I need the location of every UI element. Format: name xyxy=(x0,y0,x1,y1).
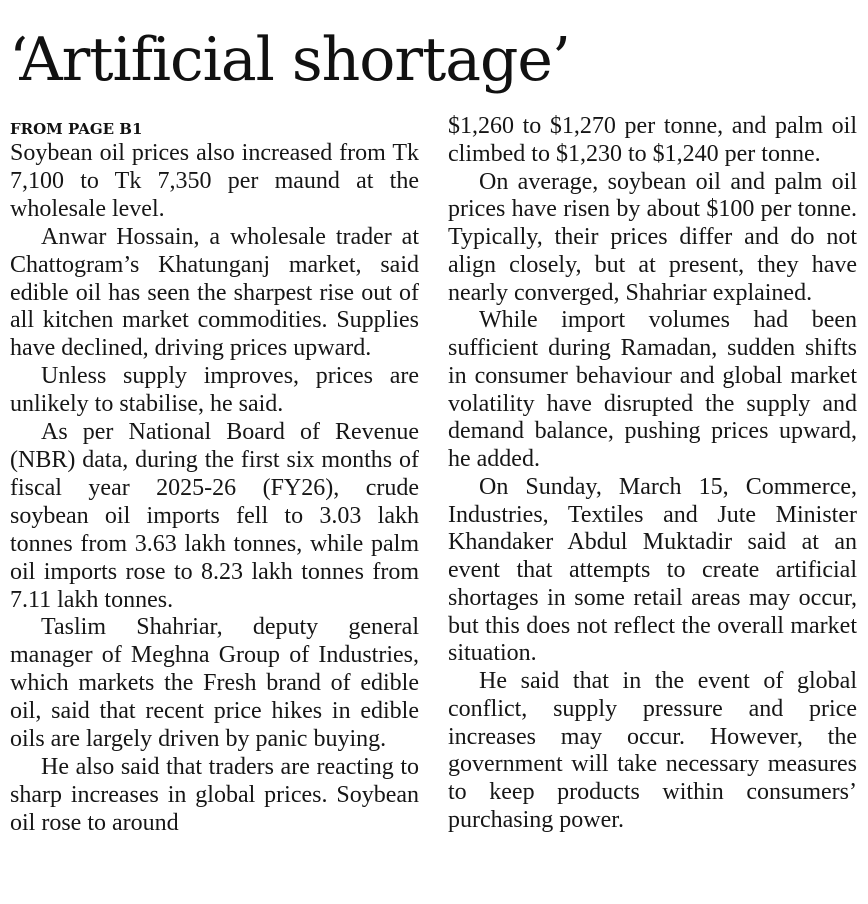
right-column xyxy=(448,113,857,835)
paragraph: On Sunday, March 15, Commerce, Industries, Textiles and Jute Minister Khandaker Abdul Muktadir said at an event that attempts to create artificial shortages in some retail areas may occur, but this does not reflect the overall market situation. xyxy=(448,473,857,667)
paragraph: On average, soybean oil and palm oil prices have risen by about $100 per tonne. Typically, their prices differ and do not align closely, but at present, they have nearly converged, Shahriar explained. xyxy=(448,168,857,306)
paragraph: Anwar Hossain, a wholesale trader at Chattogram’s Khatunganj market, said edible oil has seen the sharpest rise out of all kitchen market commodities. Supplies have declined, driving prices upward. xyxy=(10,223,419,362)
left-column xyxy=(10,117,419,838)
paragraph: $1,260 to $1,270 per tonne, and palm oil climbed to $1,230 to $1,240 per tonne. xyxy=(448,113,857,167)
paragraph: Soybean oil prices also increased from Tk 7,100 to Tk 7,350 per maund at the wholesale level. xyxy=(10,140,419,222)
paragraph: He said that in the event of global conflict, supply pressure and price increases may occur. However, the government will take necessary measures to keep products within consumers’ purchasing power. xyxy=(448,668,857,833)
paragraph: Unless supply improves, prices are unlikely to stabilise, he said. xyxy=(10,363,419,418)
paragraph: He also said that traders are reacting to sharp increases in global prices. Soybean oil rose to around xyxy=(10,753,419,836)
headline: ‘Artificial shortage’ xyxy=(9,25,570,95)
paragraph: As per National Board of Revenue (NBR) data, during the first six months of fiscal year 2025-26 (FY26), crude soybean oil imports fell to 3.03 lakh tonnes from 3.63 lakh tonnes, while palm oil imports rose to 8.23 lakh tonnes from 7.11 lakh tonnes. xyxy=(10,419,419,613)
kicker: FROM PAGE B1 xyxy=(10,120,143,138)
paragraph: Taslim Shahriar, deputy general manager of Meghna Group of Industries, which markets the Fresh brand of edible oil, said that recent price hikes in edible oils are largely driven by panic buying. xyxy=(10,614,419,753)
paragraph: While import volumes had been sufficient during Ramadan, sudden shifts in consumer behaviour and global market volatility have disrupted the supply and demand balance, pushing prices upward, he added. xyxy=(448,307,857,472)
